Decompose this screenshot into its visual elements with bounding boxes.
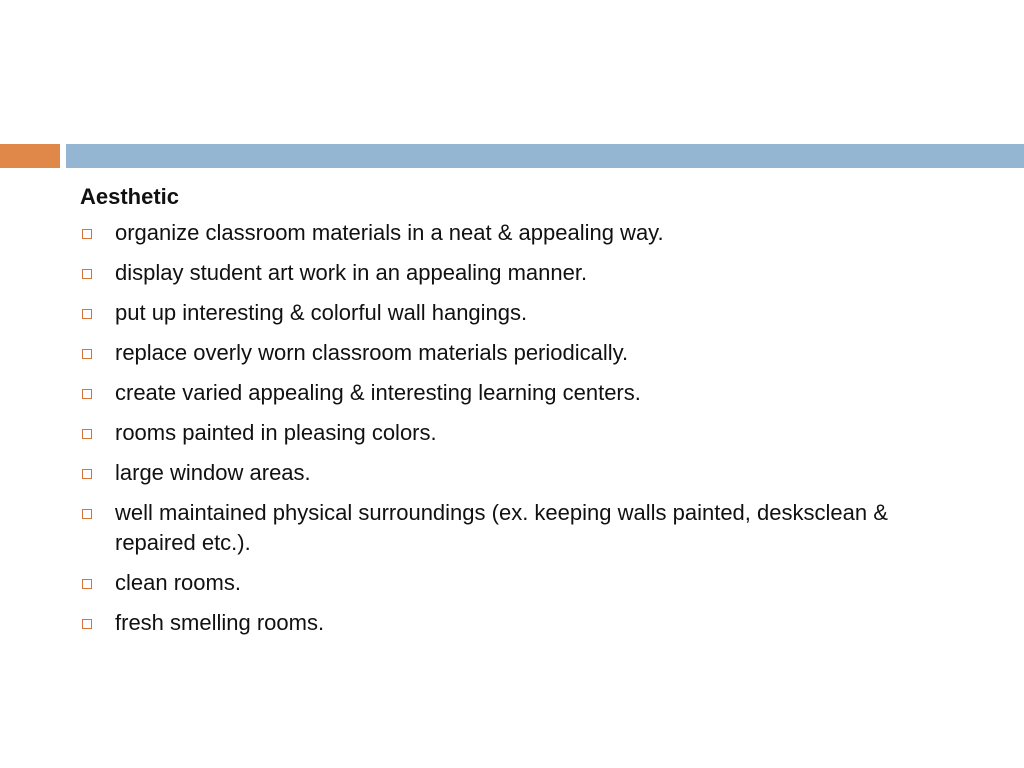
list-item-text: fresh smelling rooms. — [115, 610, 325, 635]
list-item — [80, 298, 960, 328]
list-item — [80, 378, 960, 408]
header-accent-bar-orange — [0, 144, 60, 168]
square-bullet-icon — [82, 579, 92, 589]
square-bullet-icon — [82, 509, 92, 519]
list-item-text: well maintained physical surroundings (ex. keeping walls painted, desksclean & repaired etc.). — [115, 500, 888, 555]
list-item — [80, 338, 960, 368]
header-accent-bar-blue — [66, 144, 1024, 168]
square-bullet-icon — [82, 619, 92, 629]
square-bullet-icon — [82, 309, 92, 319]
square-bullet-icon — [82, 349, 92, 359]
square-bullet-icon — [82, 229, 92, 239]
list-item — [80, 608, 960, 638]
list-item-text: organize classroom materials in a neat & appealing way. — [115, 220, 664, 245]
list-item — [80, 218, 960, 248]
square-bullet-icon — [82, 469, 92, 479]
list-item-text: replace overly worn classroom materials periodically. — [115, 340, 629, 365]
list-item-text: create varied appealing & interesting learning centers. — [115, 380, 641, 405]
list-item — [80, 458, 960, 488]
list-item-text: large window areas. — [115, 460, 311, 485]
list-item — [80, 258, 960, 288]
square-bullet-icon — [82, 389, 92, 399]
bullet-list — [80, 218, 960, 638]
slide-heading: Aesthetic — [80, 184, 180, 209]
list-item-text: rooms painted in pleasing colors. — [115, 420, 437, 445]
list-item-text: display student art work in an appealing manner. — [115, 260, 588, 285]
list-item — [80, 498, 960, 558]
list-item — [80, 568, 960, 598]
slide-content — [80, 180, 960, 648]
list-item — [80, 418, 960, 448]
square-bullet-icon — [82, 269, 92, 279]
list-item-text: clean rooms. — [115, 570, 241, 595]
list-item-text: put up interesting & colorful wall hangings. — [115, 300, 528, 325]
square-bullet-icon — [82, 429, 92, 439]
